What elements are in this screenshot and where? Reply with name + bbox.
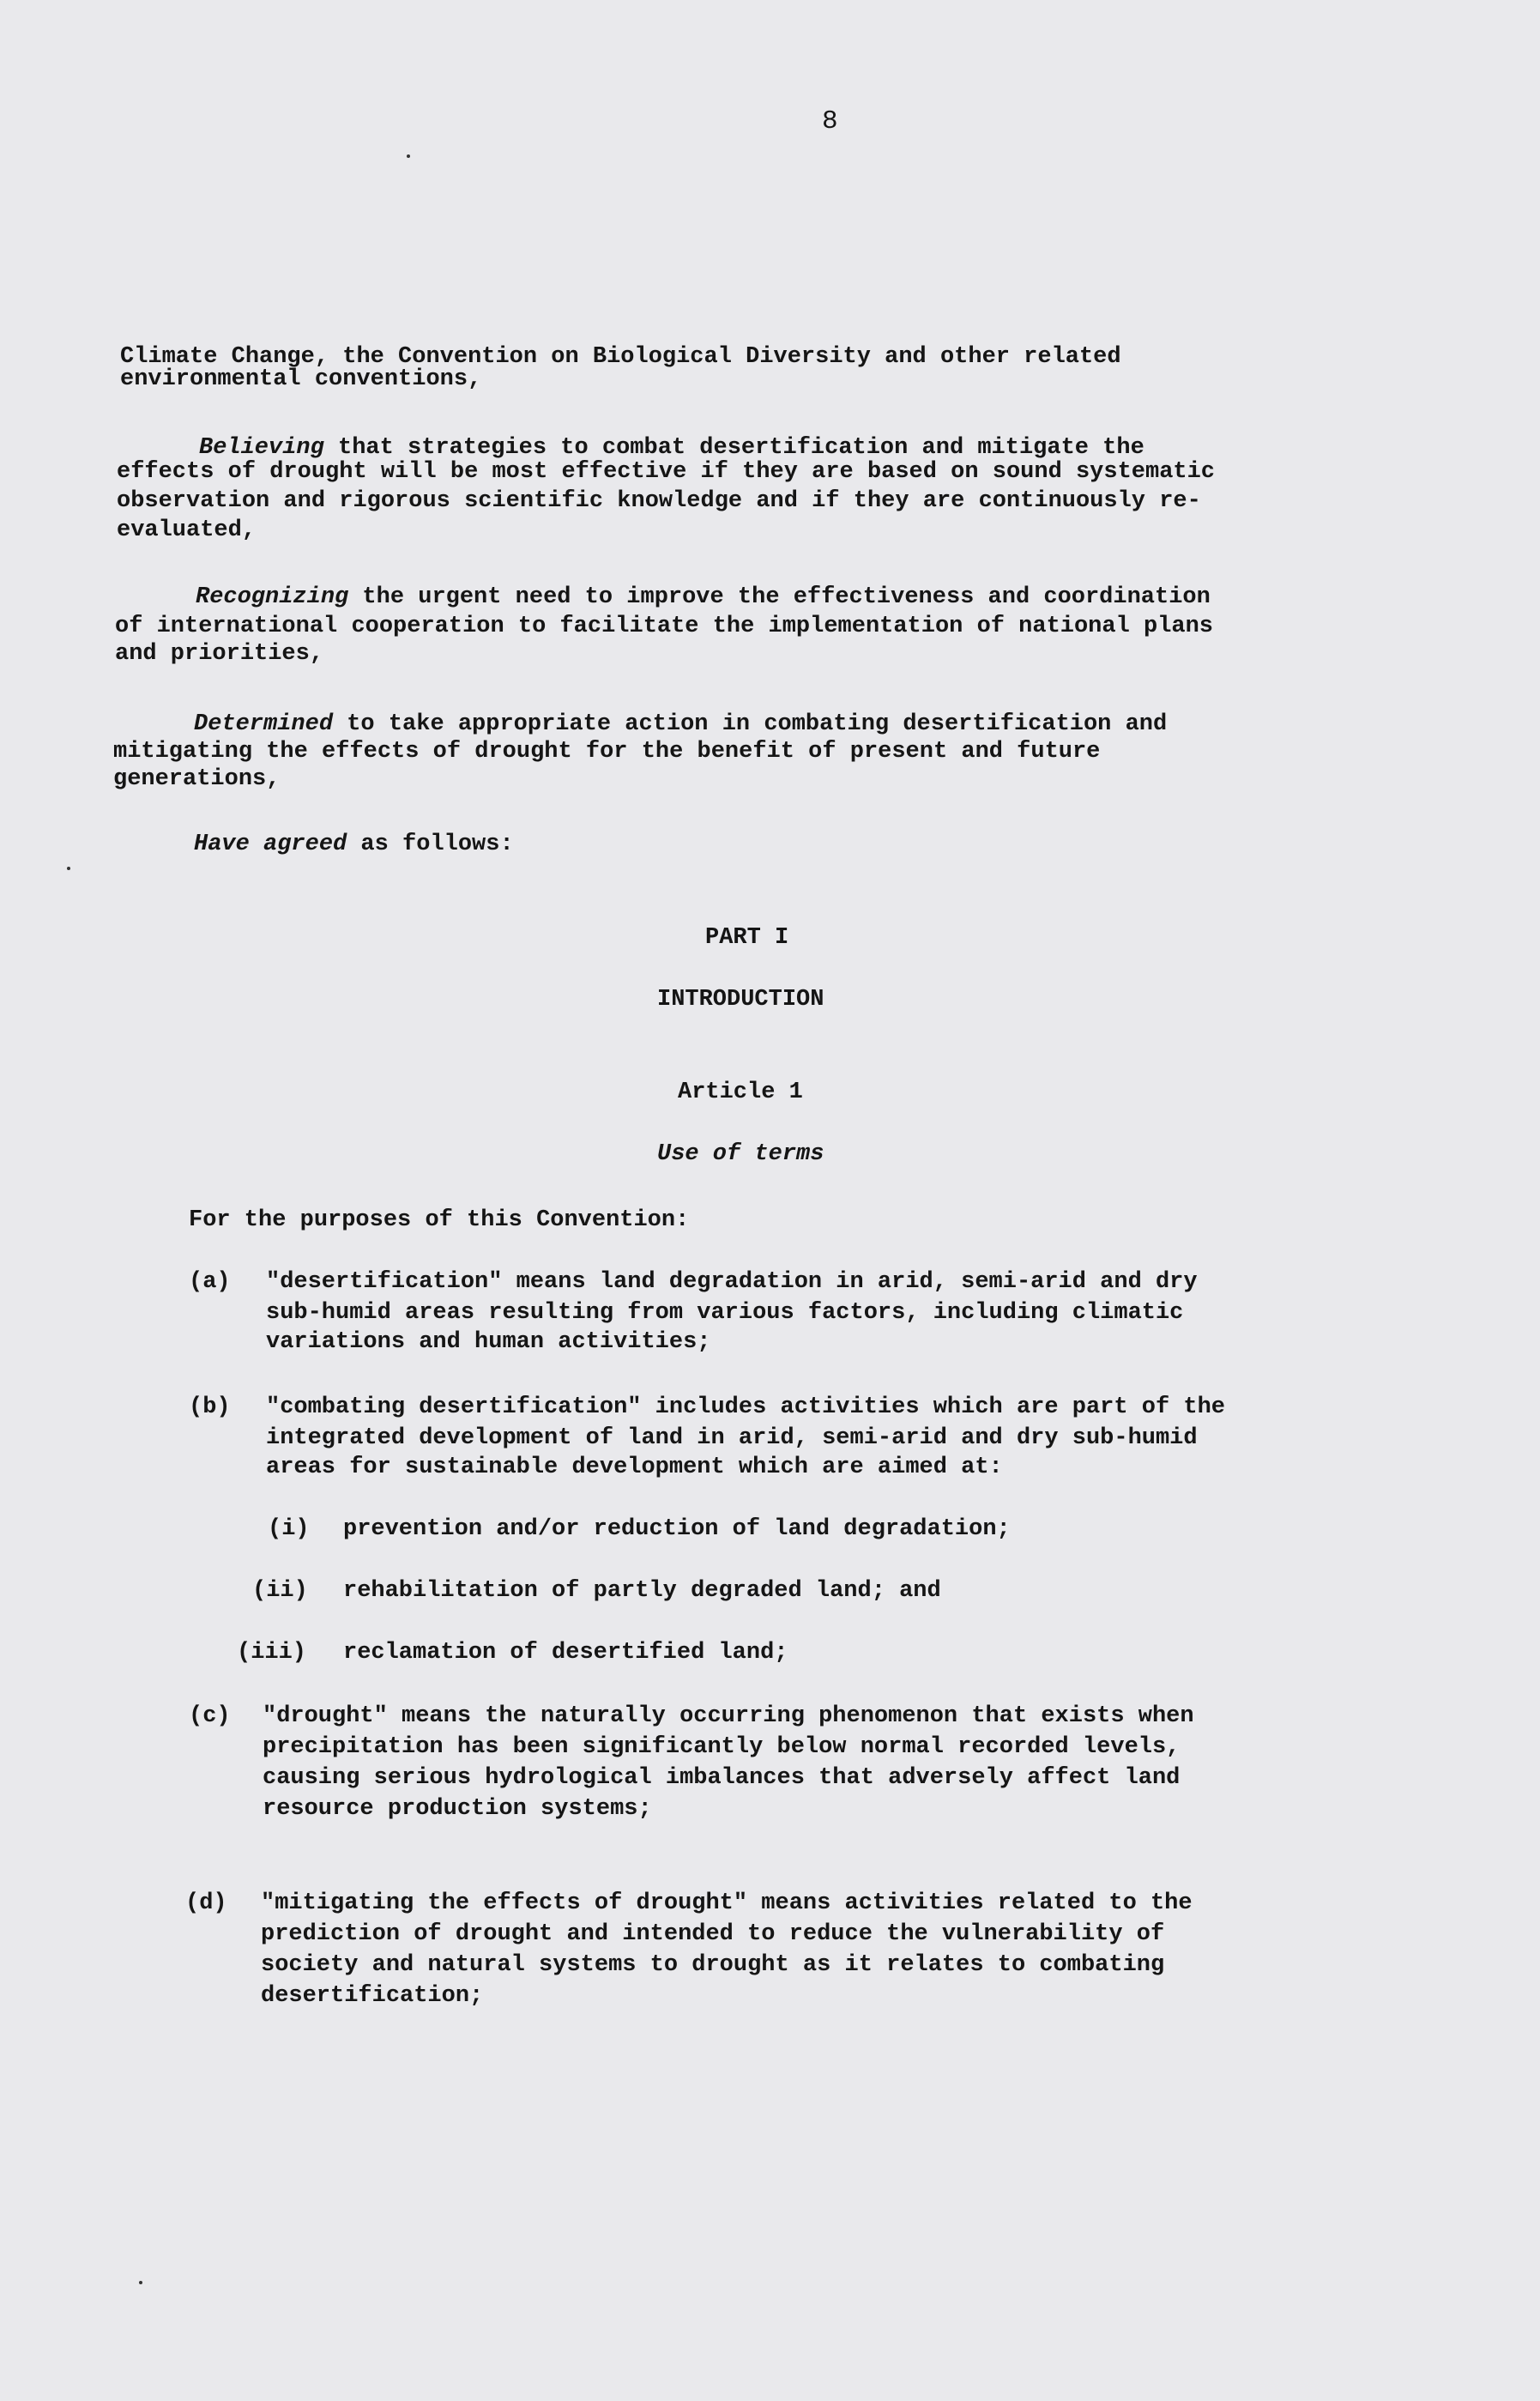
believing-line-3: observation and rigorous scientific knowledge and if they are continuously re- (117, 488, 1201, 514)
scan-speck (67, 867, 70, 870)
recognizing-line-2: of international cooperation to facilitate the implementation of national plans (115, 614, 1214, 639)
definition-a-line-1: "desertification" means land degradation in arid, semi-arid and dry (266, 1269, 1198, 1295)
article-title: Use of terms (657, 1141, 824, 1167)
determined-line-2: mitigating the effects of drought for the benefit of present and future (113, 739, 1101, 765)
intro-line-2: environmental conventions, (120, 366, 482, 392)
determined-line-1 (194, 709, 1167, 740)
scan-speck (407, 154, 410, 158)
definition-c-line-4: resource production systems; (263, 1796, 652, 1822)
believing-rest: that strategies to combat desertification and mitigate the (323, 435, 1144, 461)
definition-b-label: (b) (189, 1394, 231, 1420)
definition-c-label: (c) (189, 1703, 231, 1729)
purposes-line: For the purposes of this Convention: (189, 1207, 690, 1233)
definition-d-line-1: "mitigating the effects of drought" means activities related to the (261, 1890, 1193, 1916)
definition-b-line-2: integrated development of land in arid, semi-arid and dry sub-humid (266, 1425, 1198, 1451)
recognizing-line-3: and priorities, (115, 641, 324, 667)
definition-b-sub-label: (ii) (252, 1578, 308, 1604)
recognizing-rest: the urgent need to improve the effectiveness and coordination (348, 584, 1211, 610)
believing-line-2: effects of drought will be most effective if they are based on sound systematic (117, 459, 1216, 485)
definition-d-line-3: society and natural systems to drought as it relates to combating (261, 1952, 1165, 1978)
determined-lead: Determined (194, 711, 334, 737)
believing-lead: Believing (199, 435, 324, 461)
definition-a-line-2: sub-humid areas resulting from various factors, including climatic (266, 1300, 1184, 1326)
agreed-lead: Have agreed (194, 832, 347, 857)
definition-b-sub-text: reclamation of desertified land; (343, 1640, 788, 1666)
page-number: 8 (822, 106, 838, 136)
determined-rest: to take appropriate action in combating desertification and (333, 711, 1168, 737)
article-heading: Article 1 (678, 1080, 803, 1105)
agreed-rest: as follows: (347, 832, 514, 857)
definition-d-line-2: prediction of drought and intended to reduce the vulnerability of (261, 1921, 1165, 1947)
believing-line-4: evaluated, (117, 517, 257, 543)
definition-b-line-3: areas for sustainable development which are aimed at: (266, 1455, 1003, 1480)
definition-b-sub-label: (iii) (237, 1640, 307, 1666)
determined-line-3: generations, (113, 766, 281, 792)
definition-b-sub-text: prevention and/or reduction of land degradation; (343, 1516, 1011, 1542)
definition-d-label: (d) (185, 1890, 227, 1916)
definition-b-line-1: "combating desertification" includes activities which are part of the (266, 1394, 1225, 1420)
definition-a-label: (a) (189, 1269, 231, 1295)
scan-speck (139, 2281, 142, 2284)
definition-c-line-1: "drought" means the naturally occurring phenomenon that exists when (263, 1703, 1194, 1729)
definition-b-sub-text: rehabilitation of partly degraded land; and (343, 1578, 941, 1604)
definition-c-line-2: precipitation has been significantly below normal recorded levels, (263, 1734, 1181, 1760)
part-heading: PART I (705, 925, 789, 951)
definition-b-sub-label: (i) (268, 1516, 310, 1542)
recognizing-lead: Recognizing (196, 584, 349, 610)
definition-c-line-3: causing serious hydrological imbalances that adversely affect land (263, 1765, 1181, 1791)
agreed-line (194, 829, 514, 860)
introduction-heading: INTRODUCTION (657, 987, 824, 1013)
definition-a-line-3: variations and human activities; (266, 1329, 711, 1355)
recognizing-line-1 (196, 582, 1211, 613)
definition-d-line-4: desertification; (261, 1983, 484, 2009)
intro-line-1: Climate Change, the Convention on Biological Diversity and other related (120, 344, 1121, 370)
